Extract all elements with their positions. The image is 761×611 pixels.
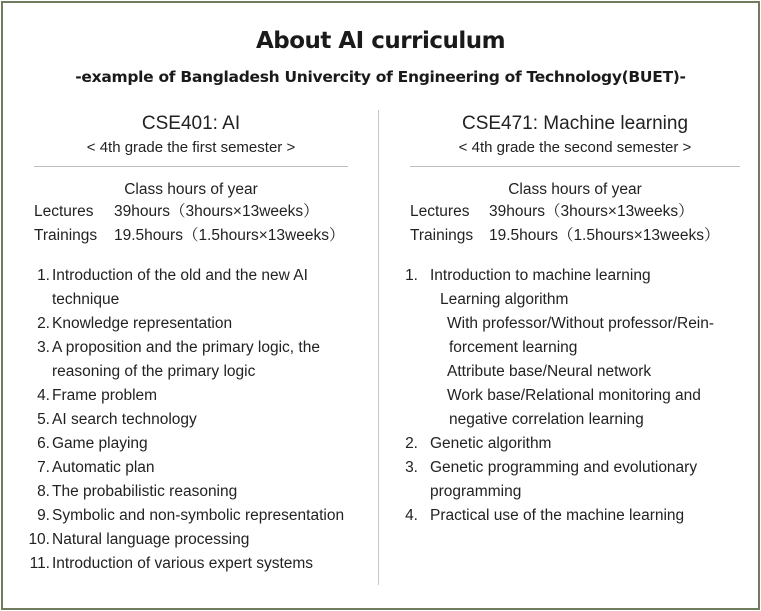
- item-number: 4.: [37, 387, 50, 404]
- sub-heading: Learning algorithm: [440, 291, 569, 308]
- course-semester: < 4th grade the first semester >: [86, 139, 296, 156]
- hours-heading: Class hours of year: [124, 181, 258, 198]
- hours-value: 39hours（3hours×13weeks）: [114, 203, 319, 220]
- item-text: AI search technology: [52, 411, 197, 428]
- hours-trainings: [34, 224, 348, 248]
- list-item: [405, 504, 740, 528]
- item-text: Natural language processing: [52, 531, 250, 548]
- item-number: 10.: [28, 531, 50, 548]
- hours-label: Lectures: [410, 203, 470, 220]
- item-text: Introduction of the old and the new AI: [52, 267, 308, 284]
- item-text: Game playing: [52, 435, 148, 452]
- item-number: 2.: [405, 435, 418, 452]
- list-item: [34, 432, 348, 456]
- item-number: 9.: [37, 507, 50, 524]
- list-item: [405, 456, 740, 504]
- item-text: Genetic programming and evolutionary: [430, 459, 698, 476]
- item-text: technique: [52, 291, 120, 308]
- hours-lectures: [410, 200, 740, 224]
- item-number: 11.: [29, 555, 50, 572]
- hours-value: 19.5hours（1.5hours×13weeks）: [114, 227, 345, 244]
- item-text: Introduction of various expert systems: [52, 555, 314, 572]
- list-item: [405, 264, 740, 432]
- topic-list: [28, 264, 348, 576]
- item-number: 1.: [37, 267, 50, 284]
- list-item: [34, 480, 348, 504]
- item-number: 7.: [37, 459, 50, 476]
- item-number: 8.: [37, 483, 50, 500]
- list-item: [34, 336, 348, 384]
- sub-item-text: forcement learning: [449, 339, 578, 356]
- item-text: A proposition and the primary logic, the: [52, 339, 320, 356]
- list-item: [34, 312, 348, 336]
- hours-value: 39hours（3hours×13weeks）: [489, 203, 694, 220]
- sub-item-text: Attribute base/Neural network: [447, 363, 652, 380]
- sub-item-text: negative correlation learning: [449, 411, 644, 428]
- item-number: 3.: [405, 459, 418, 476]
- item-text: programming: [430, 483, 522, 500]
- item-number: 3.: [37, 339, 50, 356]
- hours-trainings: [410, 224, 740, 248]
- list-item: [34, 456, 348, 480]
- list-item: [29, 552, 348, 576]
- list-item: [34, 408, 348, 432]
- column-divider: [378, 110, 379, 585]
- item-text: reasoning of the primary logic: [52, 363, 256, 380]
- item-text: Knowledge representation: [52, 315, 233, 332]
- course-semester: < 4th grade the second semester >: [458, 139, 692, 156]
- hours-label: Trainings: [34, 227, 98, 244]
- hours-value: 19.5hours（1.5hours×13weeks）: [489, 227, 720, 244]
- hours-label: Trainings: [410, 227, 474, 244]
- course-title: CSE401: AI: [141, 113, 241, 134]
- course-title: CSE471: Machine learning: [461, 113, 689, 134]
- list-item: [34, 384, 348, 408]
- course-column-machine-learning: [405, 112, 740, 528]
- item-text: Automatic plan: [52, 459, 155, 476]
- topic-list: [405, 264, 740, 528]
- course-column-ai: [28, 112, 348, 576]
- list-item: [28, 528, 348, 552]
- section-rule: [34, 166, 348, 167]
- list-item: [405, 432, 740, 456]
- page-title: About AI curriculum: [255, 28, 506, 54]
- item-number: 6.: [37, 435, 50, 452]
- sub-item-text: Work base/Relational monitoring and: [447, 387, 701, 404]
- page-subtitle: -example of Bangladesh Univercity of Engineering of Technology(BUET)-: [75, 68, 686, 86]
- item-number: 2.: [37, 315, 50, 332]
- list-item: [34, 504, 348, 528]
- item-text: The probabilistic reasoning: [52, 483, 238, 500]
- sub-item-text: With professor/Without professor/Rein-: [447, 315, 715, 332]
- list-item: [34, 264, 348, 312]
- item-text: Frame problem: [52, 387, 158, 404]
- item-text: Genetic algorithm: [430, 435, 552, 452]
- hours-heading: Class hours of year: [508, 181, 642, 198]
- hours-lectures: [34, 200, 348, 224]
- item-text: Introduction to machine learning: [430, 267, 651, 284]
- item-text: Practical use of the machine learning: [430, 507, 685, 524]
- item-number: 4.: [405, 507, 418, 524]
- item-text: Symbolic and non-symbolic representation: [52, 507, 345, 524]
- item-number: 1.: [405, 267, 418, 284]
- hours-label: Lectures: [34, 203, 94, 220]
- section-rule: [410, 166, 740, 167]
- item-number: 5.: [37, 411, 50, 428]
